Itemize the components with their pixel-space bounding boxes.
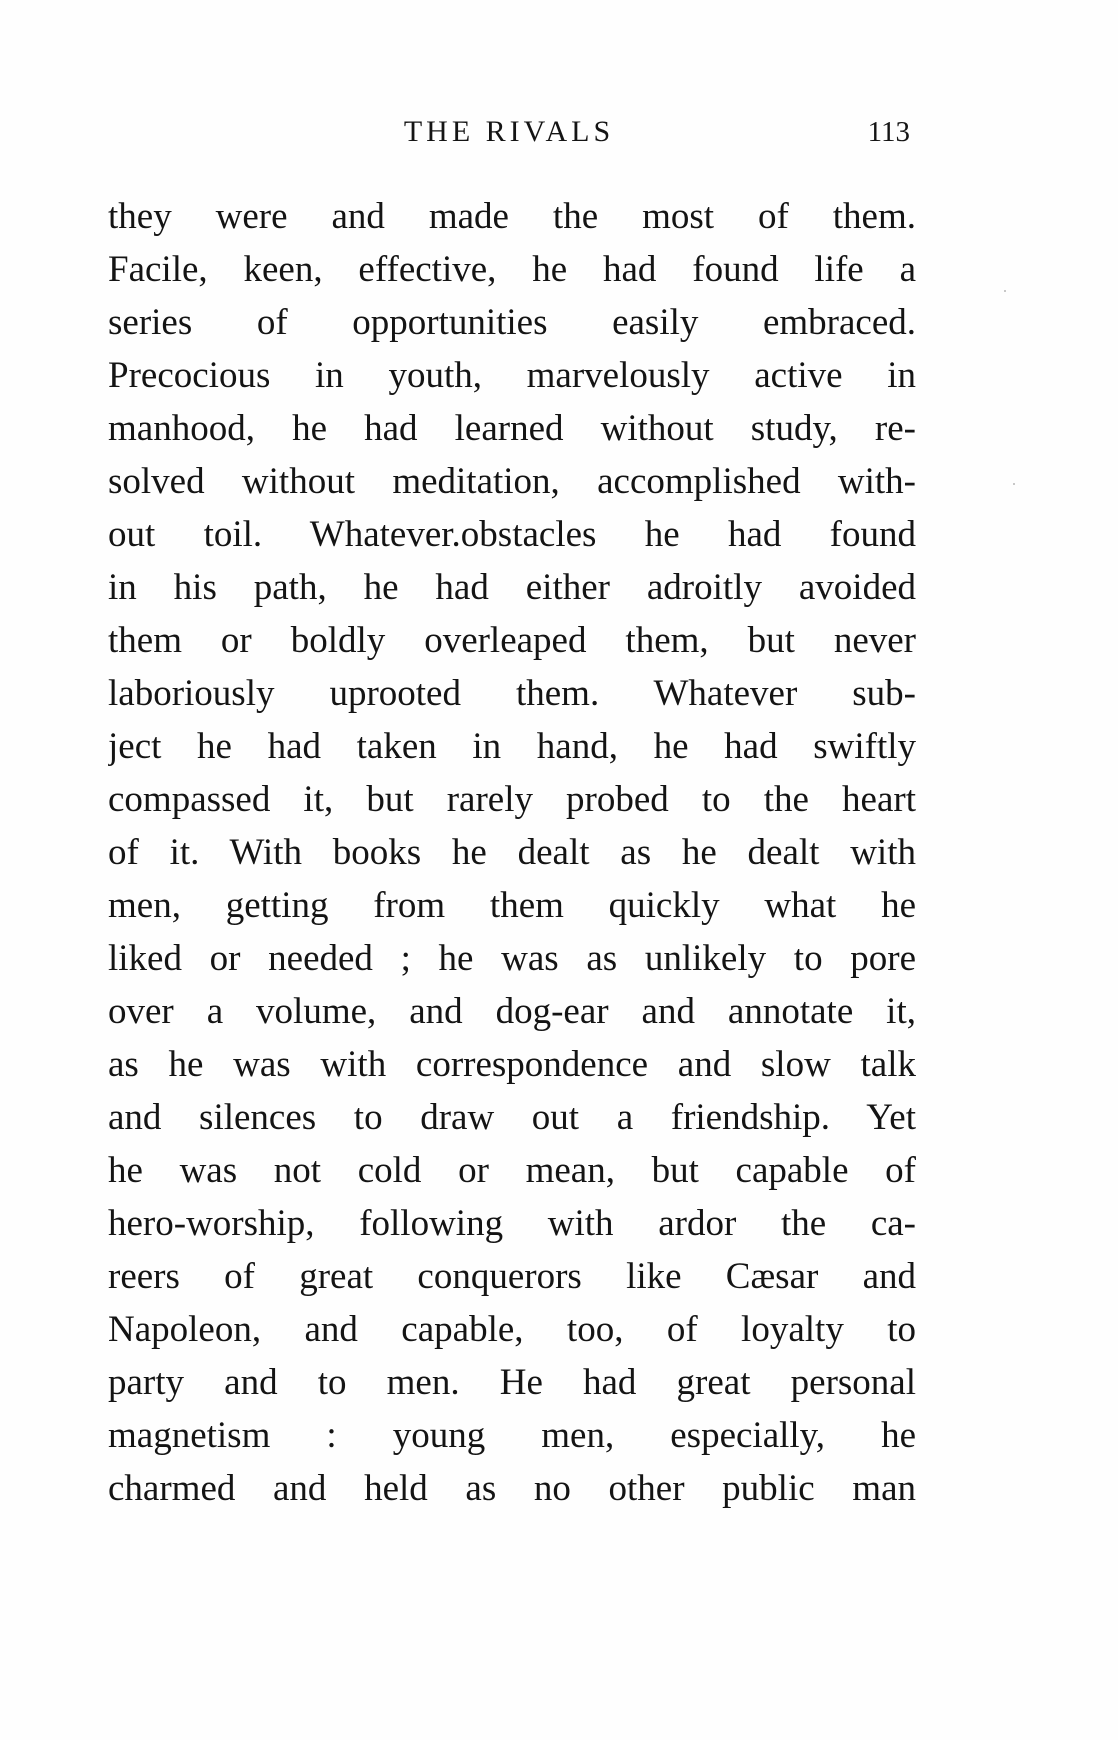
text-line: manhood, he had learned without study, re- [108,408,916,449]
text-line: laboriously uprooted them. Whatever sub- [108,673,916,714]
text-line: hero-worship, following with ardor the ca- [108,1203,916,1244]
text-line: solved without meditation, accomplished with- [108,461,916,502]
text-line: liked or needed ; he was as unlikely to pore [108,938,916,979]
text-line: magnetism : young men, especially, he [108,1415,916,1456]
paper-speck [1013,483,1015,485]
text-line: party and to men. He had great personal [108,1362,916,1403]
text-line: charmed and held as no other public man [108,1468,916,1509]
page-number: 113 [867,116,910,148]
text-line: as he was with correspondence and slow talk [108,1044,916,1085]
text-line: series of opportunities easily embraced. [108,302,916,343]
text-line: and silences to draw out a friendship. Yet [108,1097,916,1138]
text-line: ject he had taken in hand, he had swiftly [108,726,916,767]
text-line: over a volume, and dog-ear and annotate it, [108,991,916,1032]
body-text [108,190,916,1515]
running-title: THE RIVALS [403,115,615,148]
text-line: Napoleon, and capable, too, of loyalty to [108,1309,916,1350]
text-line: of it. With books he dealt as he dealt with [108,832,916,873]
text-line: they were and made the most of them. [108,196,916,237]
text-line: them or boldly overleaped them, but never [108,620,916,661]
text-line: he was not cold or mean, but capable of [108,1150,916,1191]
text-line: out toil. Whatever.obstacles he had found [108,514,916,555]
text-line: men, getting from them quickly what he [108,885,916,926]
running-head [108,112,910,152]
text-line: reers of great conquerors like Cæsar and [108,1256,916,1297]
text-line: in his path, he had either adroitly avoided [108,567,916,608]
text-line: Precocious in youth, marvelously active in [108,355,916,396]
text-line: compassed it, but rarely probed to the heart [108,779,916,820]
paper-speck [1004,290,1006,292]
text-line: Facile, keen, effective, he had found life a [108,249,916,290]
